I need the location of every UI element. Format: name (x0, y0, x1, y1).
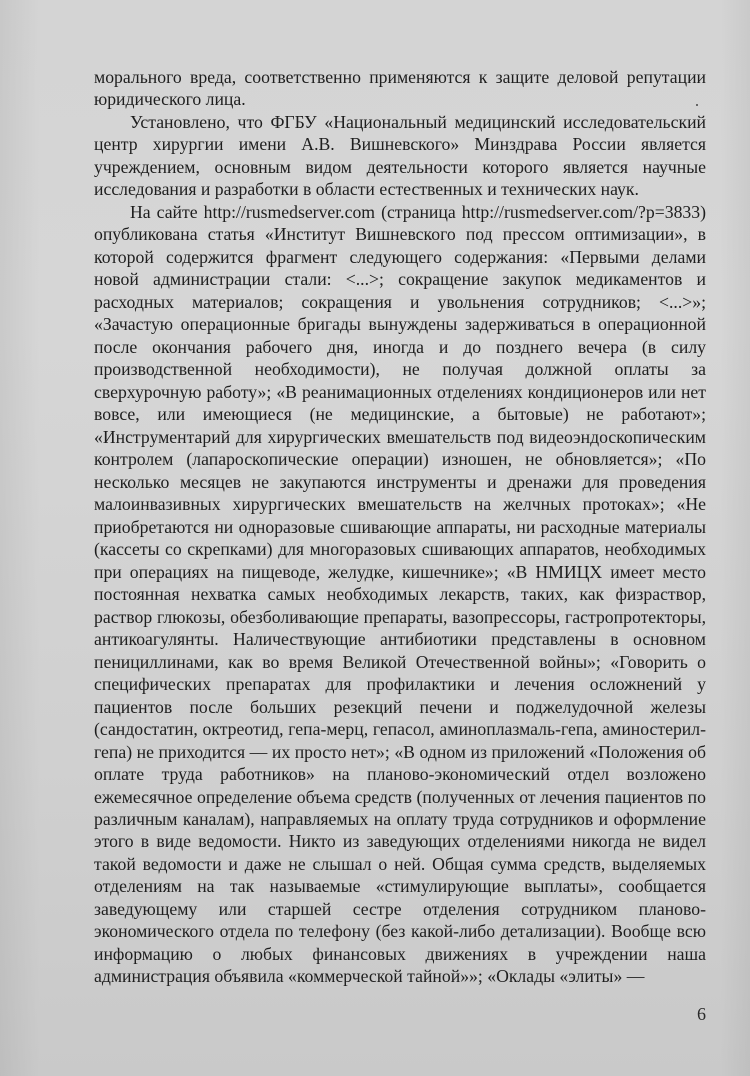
document-body (94, 66, 706, 988)
page-shadow-left (0, 0, 40, 1076)
page-shadow-right (720, 0, 750, 1076)
page-number: 6 (697, 1004, 706, 1024)
scan-speck (696, 104, 698, 106)
paragraph-1: морального вреда, соответственно применяются к защите деловой репутации юридического лица. (94, 67, 706, 110)
paragraph-3: На сайте http://rusmedserver.com (страница http://rusmedserver.com/?p=3833) опубликована статья «Институт Вишневского под прессом оптимизации», в которой содержится фрагмент следующего содержания: «Первыми делами новой администрации стали: <...>; сокращение закупок медикаментов и расходных материалов; сокращения и увольнения сотрудников; <...>»; «Зачастую операционные бригады вынуждены задерживаться в операционной после окончания рабочего дня, иногда и до позднего вечера (в силу производственной необходимости), не получая должной оплаты за сверхурочную работу»; «В реанимационных отделениях кондиционеров или нет вовсе, или имеющиеся (не медицинские, а бытовые) не работают»; «Инструментарий для хирургических вмешательств под видеоэндоскопическим контролем (лапароскопические операции) изношен, не обновляется»; «По несколько месяцев не закупаются инструменты и дренажи для проведения малоинвазивных хирургических вмешательств на желчных протоках»; «Не приобретаются ни одноразовые сшивающие аппараты, ни расходные материалы (кассеты со скрепками) для многоразовых сшивающих аппаратов, необходимых при операциях на пищеводе, желудке, кишечнике»; «В НМИЦХ имеет место постоянная нехватка самых необходимых лекарств, таких, как физраствор, раствор глюкозы, обезболивающие препараты, вазопрессоры, гастропротекторы, антикоагулянты. Наличествующие антибиотики представлены в основном пенициллинами, как во время Великой Отечественной войны»; «Говорить о специфических препаратах для профилактики и лечения осложнений у пациентов после больших резекций печени и поджелудочной железы (сандостатин, октреотид, гепа-мерц, гепасол, аминоплазмаль-гепа, аминостерил-гепа) не приходится — их просто нет»; «В одном из приложений «Положения об оплате труда работников» на планово-экономический отдел возложено ежемесячное определение объема средств (полученных от лечения пациентов по различным каналам), направляемых на оплату труда сотрудников и оформление этого в виде ведомости. Никто из заведующих отделениями никогда не видел такой ведомости и даже не слышал о ней. Общая сумма средств, выделяемых отделениям на так называемые «стимулирующие выплаты», сообщается заведующему или старшей сестре отделения сотрудником планово-экономического отдела по телефону (без какой-либо детализации). Вообще всю информацию о любых финансовых движениях в учреждении наша администрация объявила «коммерческой тайной»»; «Оклады «элиты» — (94, 201, 706, 987)
paragraph-2: Установлено, что ФГБУ «Национальный медицинский исследовательский центр хирургии имени А.В. Вишневского» Минздрава России является учреждением, основным видом деятельности которого является научные исследования и разработки в области естественных и технических наук. (94, 111, 706, 200)
